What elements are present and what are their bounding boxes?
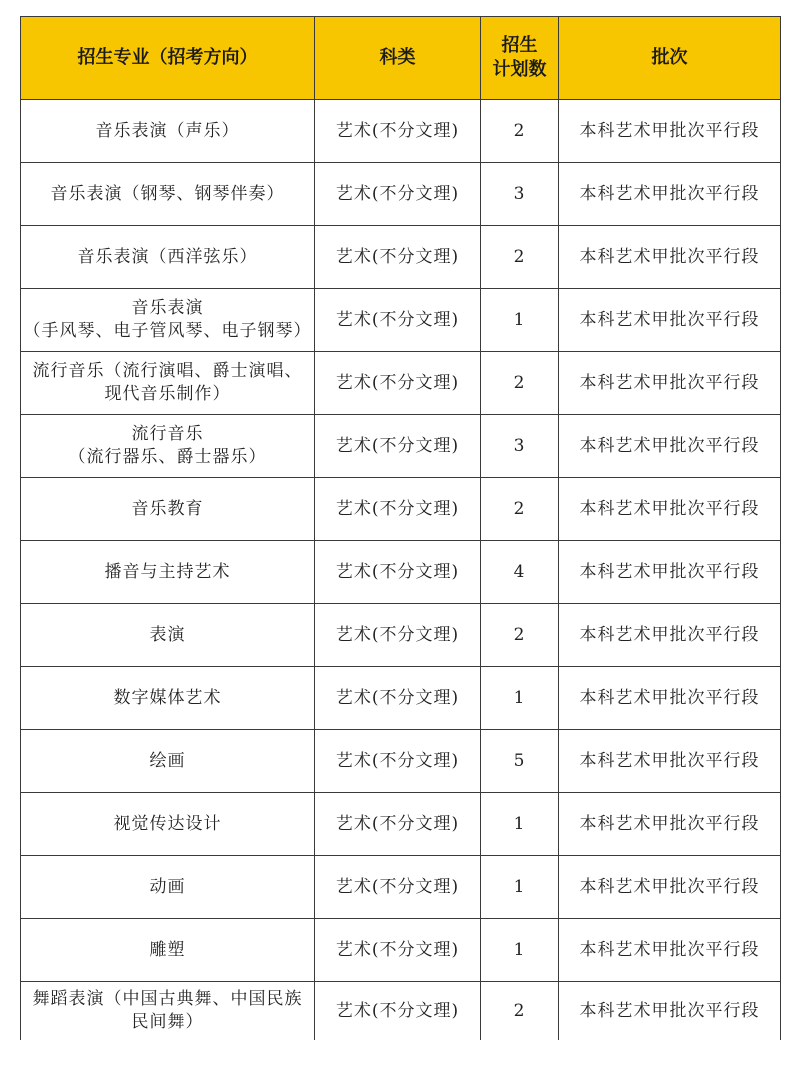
table-row [21,919,781,982]
plan-count-cell: 1 [481,667,559,730]
batch-cell: 本科艺术甲批次平行段 [559,982,781,1041]
table-row [21,604,781,667]
major-text: 舞蹈表演（中国古典舞、中国民族 [32,989,303,1009]
plan-count-cell: 4 [481,541,559,604]
major-text: 流行音乐 [131,424,204,444]
batch-cell: 本科艺术甲批次平行段 [559,793,781,856]
category-cell: 艺术(不分文理) [315,226,481,289]
table-row [21,856,781,919]
category-cell: 艺术(不分文理) [315,856,481,919]
batch-cell: 本科艺术甲批次平行段 [559,604,781,667]
table-row [21,667,781,730]
category-cell: 艺术(不分文理) [315,667,481,730]
header-plan [481,17,559,100]
table-row [21,541,781,604]
major-cell [21,226,315,289]
major-cell [21,541,315,604]
major-text: 视觉传达设计 [113,813,222,834]
batch-cell: 本科艺术甲批次平行段 [559,163,781,226]
major-text: 音乐表演（西洋弦乐） [77,246,258,267]
batch-cell: 本科艺术甲批次平行段 [559,856,781,919]
plan-count-cell: 2 [481,982,559,1041]
batch-cell: 本科艺术甲批次平行段 [559,352,781,415]
major-text: 音乐教育 [131,498,204,519]
table-body [21,100,781,1041]
category-cell: 艺术(不分文理) [315,100,481,163]
table-row [21,352,781,415]
plan-count-cell: 2 [481,100,559,163]
major-cell [21,793,315,856]
category-cell: 艺术(不分文理) [315,541,481,604]
table-row [21,730,781,793]
major-text: 音乐表演（声乐） [95,120,240,141]
category-cell: 艺术(不分文理) [315,352,481,415]
major-text: 民间舞） [131,1012,204,1032]
major-text: 绘画 [149,750,186,771]
table-row [21,289,781,352]
header-major: 招生专业（招考方向） [21,17,315,100]
table-row [21,226,781,289]
plan-count-cell: 5 [481,730,559,793]
plan-count-cell: 1 [481,793,559,856]
plan-count-cell: 1 [481,856,559,919]
batch-cell: 本科艺术甲批次平行段 [559,478,781,541]
enrollment-plan-sheet [20,16,780,1040]
plan-count-cell: 2 [481,352,559,415]
major-cell [21,289,315,352]
major-cell [21,478,315,541]
major-text: 播音与主持艺术 [104,561,231,582]
batch-cell: 本科艺术甲批次平行段 [559,226,781,289]
category-cell: 艺术(不分文理) [315,919,481,982]
batch-cell: 本科艺术甲批次平行段 [559,919,781,982]
major-text: （手风琴、电子管风琴、电子钢琴） [23,321,312,341]
category-cell: 艺术(不分文理) [315,604,481,667]
table-row [21,793,781,856]
category-cell: 艺术(不分文理) [315,730,481,793]
header-row [21,17,781,100]
plan-count-cell: 2 [481,478,559,541]
batch-cell: 本科艺术甲批次平行段 [559,541,781,604]
category-cell: 艺术(不分文理) [315,982,481,1041]
category-cell: 艺术(不分文理) [315,415,481,478]
plan-count-cell: 3 [481,415,559,478]
major-cell [21,604,315,667]
major-text: 音乐表演 [131,298,204,318]
table-header [21,17,781,100]
category-cell: 艺术(不分文理) [315,289,481,352]
table-row [21,100,781,163]
category-cell: 艺术(不分文理) [315,793,481,856]
batch-cell: 本科艺术甲批次平行段 [559,415,781,478]
batch-cell: 本科艺术甲批次平行段 [559,100,781,163]
major-text: 音乐表演（钢琴、钢琴伴奏） [50,183,285,204]
major-cell [21,352,315,415]
table-row [21,163,781,226]
major-cell [21,667,315,730]
major-cell [21,982,315,1041]
major-text: 现代音乐制作） [104,384,231,404]
major-cell [21,415,315,478]
plan-count-cell: 3 [481,163,559,226]
major-cell [21,730,315,793]
major-cell [21,919,315,982]
header-category: 科类 [315,17,481,100]
major-cell [21,856,315,919]
header-plan-line1: 招生 [501,35,538,56]
batch-cell: 本科艺术甲批次平行段 [559,289,781,352]
table-row [21,478,781,541]
plan-count-cell: 1 [481,289,559,352]
major-cell [21,100,315,163]
category-cell: 艺术(不分文理) [315,478,481,541]
category-cell: 艺术(不分文理) [315,163,481,226]
major-text: 雕塑 [149,939,186,960]
batch-cell: 本科艺术甲批次平行段 [559,667,781,730]
plan-count-cell: 2 [481,604,559,667]
header-batch: 批次 [559,17,781,100]
header-plan-line2: 计划数 [492,59,547,80]
table-row [21,415,781,478]
batch-cell: 本科艺术甲批次平行段 [559,730,781,793]
major-text: 动画 [149,876,186,897]
major-text: （流行器乐、爵士器乐） [68,447,267,467]
table-row [21,982,781,1041]
major-cell [21,163,315,226]
enrollment-plan-table [20,16,781,1040]
major-text: 流行音乐（流行演唱、爵士演唱、 [32,361,303,381]
plan-count-cell: 2 [481,226,559,289]
plan-count-cell: 1 [481,919,559,982]
major-text: 表演 [149,624,186,645]
major-text: 数字媒体艺术 [113,687,222,708]
